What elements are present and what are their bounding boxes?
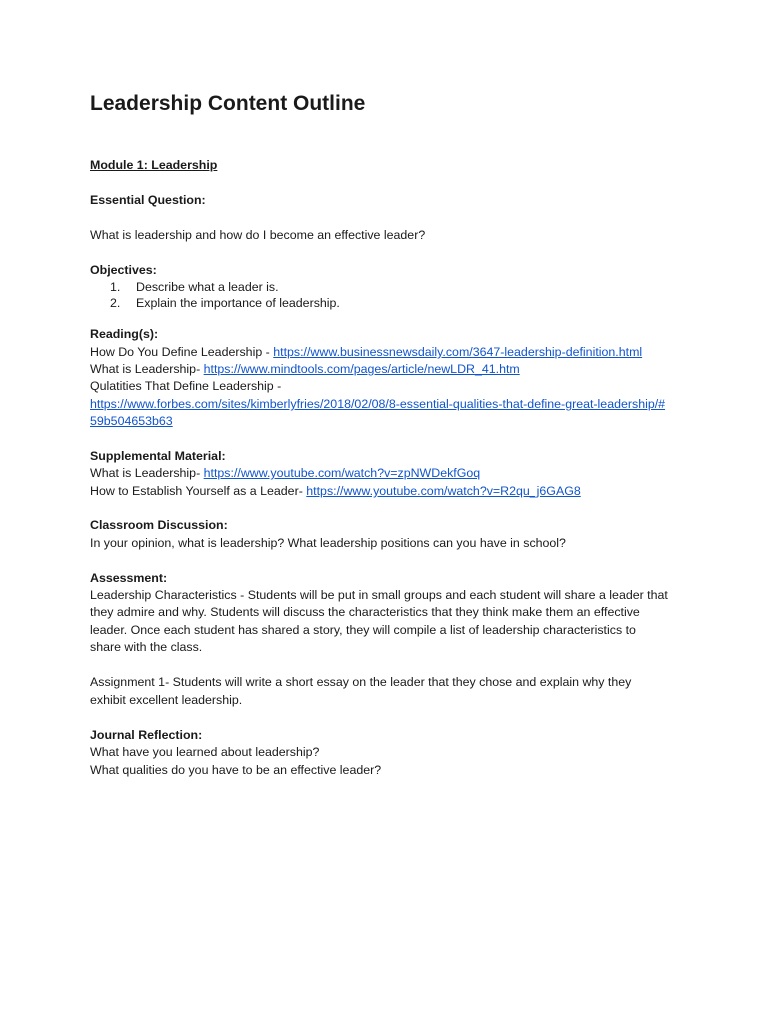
document-title: Leadership Content Outline xyxy=(90,92,366,115)
readings-heading: Reading(s): xyxy=(90,327,159,341)
objective-item xyxy=(90,294,340,312)
discussion-text: In your opinion, what is leadership? What leadership positions can you have in school? xyxy=(90,536,566,550)
assignment-paragraph-line: Assignment 1- Students will write a short essay on the leader that they chose and explain why they xyxy=(90,675,632,689)
objective-number: 2. xyxy=(110,296,121,310)
essential-question-text: What is leadership and how do I become an effective leader? xyxy=(90,228,426,242)
reading-link[interactable]: https://www.mindtools.com/pages/article/newLDR_41.htm xyxy=(203,362,520,376)
reading-item xyxy=(90,343,642,361)
reading-link[interactable]: https://www.forbes.com/sites/kimberlyfries/2018/02/08/8-essential-qualities-that-define-great-leadership/# xyxy=(90,397,666,411)
assessment-paragraph-line: they admire and why. Students will discuss the characteristics that they think make them an effective xyxy=(90,605,640,619)
assessment-heading: Assessment: xyxy=(90,571,168,585)
supplemental-item xyxy=(90,482,581,500)
supplemental-link[interactable]: https://www.youtube.com/watch?v=R2qu_j6GAG8 xyxy=(306,484,581,498)
reading-link-continued[interactable]: 59b504653b63 xyxy=(90,414,173,428)
reading-link[interactable]: https://www.businessnewsdaily.com/3647-leadership-definition.html xyxy=(273,345,643,359)
reading-label: What is Leadership- xyxy=(90,362,204,376)
objective-text: Explain the importance of leadership. xyxy=(136,296,340,310)
journal-question: What qualities do you have to be an effective leader? xyxy=(90,763,382,777)
objective-text: Describe what a leader is. xyxy=(136,280,279,294)
reading-item xyxy=(90,360,520,378)
supplemental-link[interactable]: https://www.youtube.com/watch?v=zpNWDekfGoq xyxy=(203,466,481,480)
supplemental-label: How to Establish Yourself as a Leader- xyxy=(90,484,307,498)
journal-question: What have you learned about leadership? xyxy=(90,745,320,759)
discussion-heading: Classroom Discussion: xyxy=(90,518,228,532)
assessment-paragraph-line: Leadership Characteristics - Students will be put in small groups and each student will share a leader that xyxy=(90,588,668,602)
reading-label: Qulatities That Define Leadership - xyxy=(90,379,282,393)
assessment-paragraph-line: share with the class. xyxy=(90,640,203,654)
reading-label: How Do You Define Leadership - xyxy=(90,345,274,359)
supplemental-heading: Supplemental Material: xyxy=(90,449,226,463)
objective-number: 1. xyxy=(110,280,121,294)
supplemental-item xyxy=(90,464,480,482)
reading-link-line1 xyxy=(90,395,665,413)
reading-link-line2 xyxy=(90,412,173,430)
module-heading: Module 1: Leadership xyxy=(90,158,218,172)
assessment-paragraph-line: leader. Once each student has shared a story, they will compile a list of leadership characteristics to xyxy=(90,623,636,637)
essential-question-heading: Essential Question: xyxy=(90,193,206,207)
journal-heading: Journal Reflection: xyxy=(90,728,203,742)
supplemental-label: What is Leadership- xyxy=(90,466,204,480)
assignment-paragraph-line: exhibit excellent leadership. xyxy=(90,693,243,707)
objectives-heading: Objectives: xyxy=(90,263,157,277)
